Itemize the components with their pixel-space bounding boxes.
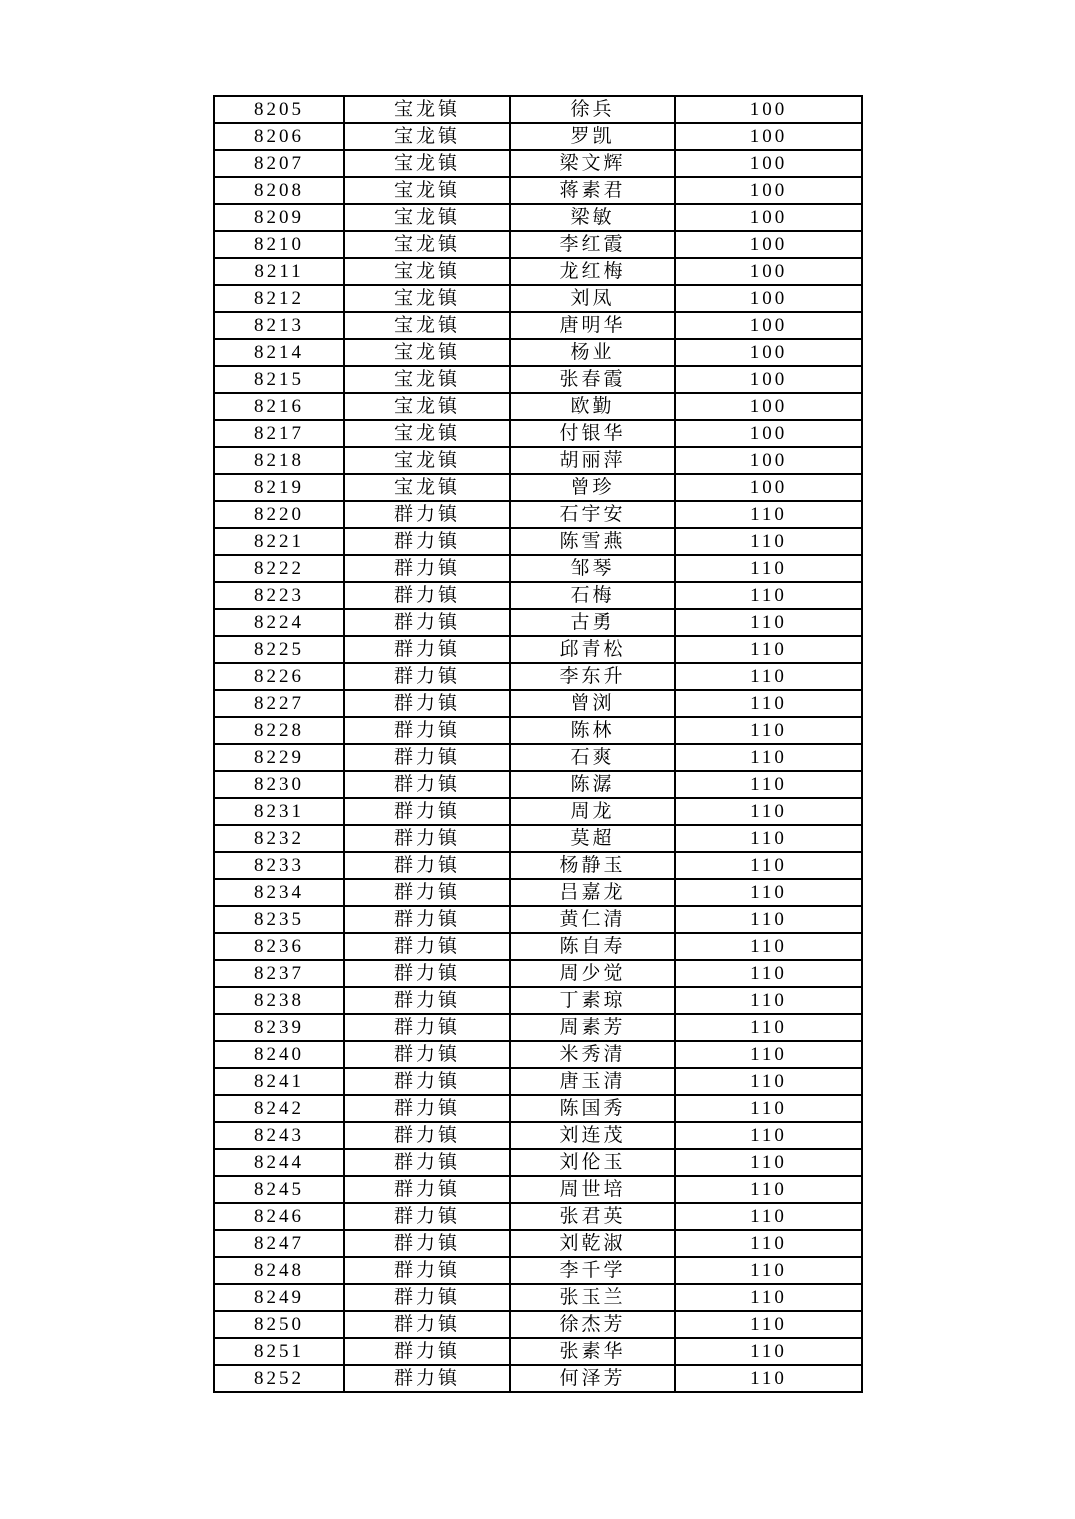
- table-row: [214, 1284, 862, 1311]
- cell-name: 唐玉清: [510, 1068, 675, 1095]
- table-row: [214, 204, 862, 231]
- cell-serial: 8226: [214, 663, 344, 690]
- cell-serial: 8241: [214, 1068, 344, 1095]
- cell-township: 群力镇: [344, 1095, 510, 1122]
- table-row: [214, 1338, 862, 1365]
- cell-name: 邹琴: [510, 555, 675, 582]
- table-row: [214, 366, 862, 393]
- cell-township: 群力镇: [344, 1176, 510, 1203]
- cell-name: 米秀清: [510, 1041, 675, 1068]
- cell-serial: 8249: [214, 1284, 344, 1311]
- table-row: [214, 717, 862, 744]
- cell-serial: 8205: [214, 96, 344, 123]
- table-row: [214, 1041, 862, 1068]
- cell-township: 群力镇: [344, 1068, 510, 1095]
- cell-serial: 8232: [214, 825, 344, 852]
- cell-township: 群力镇: [344, 825, 510, 852]
- cell-serial: 8246: [214, 1203, 344, 1230]
- cell-township: 群力镇: [344, 1122, 510, 1149]
- cell-township: 群力镇: [344, 528, 510, 555]
- cell-amount: 110: [675, 609, 862, 636]
- cell-serial: 8225: [214, 636, 344, 663]
- cell-township: 宝龙镇: [344, 177, 510, 204]
- cell-amount: 110: [675, 636, 862, 663]
- cell-serial: 8240: [214, 1041, 344, 1068]
- table-row: [214, 231, 862, 258]
- cell-amount: 100: [675, 123, 862, 150]
- cell-serial: 8211: [214, 258, 344, 285]
- cell-name: 莫超: [510, 825, 675, 852]
- cell-name: 梁敏: [510, 204, 675, 231]
- cell-township: 群力镇: [344, 879, 510, 906]
- cell-amount: 100: [675, 474, 862, 501]
- cell-name: 古勇: [510, 609, 675, 636]
- cell-township: 群力镇: [344, 501, 510, 528]
- cell-serial: 8230: [214, 771, 344, 798]
- table-row: [214, 1149, 862, 1176]
- cell-amount: 100: [675, 96, 862, 123]
- table-row: [214, 636, 862, 663]
- cell-township: 宝龙镇: [344, 258, 510, 285]
- cell-amount: 110: [675, 852, 862, 879]
- cell-name: 黄仁清: [510, 906, 675, 933]
- table-row: [214, 501, 862, 528]
- cell-amount: 100: [675, 150, 862, 177]
- table-row: [214, 528, 862, 555]
- cell-name: 周素芳: [510, 1014, 675, 1041]
- cell-serial: 8206: [214, 123, 344, 150]
- cell-township: 群力镇: [344, 555, 510, 582]
- cell-name: 陈林: [510, 717, 675, 744]
- table-row: [214, 879, 862, 906]
- cell-township: 群力镇: [344, 609, 510, 636]
- cell-township: 群力镇: [344, 1149, 510, 1176]
- cell-serial: 8243: [214, 1122, 344, 1149]
- cell-township: 宝龙镇: [344, 231, 510, 258]
- table-row: [214, 744, 862, 771]
- table-row: [214, 663, 862, 690]
- cell-township: 宝龙镇: [344, 447, 510, 474]
- cell-township: 群力镇: [344, 1041, 510, 1068]
- cell-name: 梁文辉: [510, 150, 675, 177]
- cell-amount: 110: [675, 1257, 862, 1284]
- cell-serial: 8207: [214, 150, 344, 177]
- cell-township: 宝龙镇: [344, 123, 510, 150]
- table-row: [214, 1014, 862, 1041]
- cell-township: 群力镇: [344, 1203, 510, 1230]
- cell-name: 刘连茂: [510, 1122, 675, 1149]
- cell-serial: 8247: [214, 1230, 344, 1257]
- cell-serial: 8234: [214, 879, 344, 906]
- cell-name: 刘凤: [510, 285, 675, 312]
- cell-name: 罗凯: [510, 123, 675, 150]
- cell-name: 杨静玉: [510, 852, 675, 879]
- cell-township: 群力镇: [344, 798, 510, 825]
- cell-amount: 100: [675, 204, 862, 231]
- cell-township: 宝龙镇: [344, 285, 510, 312]
- table-row: [214, 258, 862, 285]
- cell-amount: 110: [675, 906, 862, 933]
- cell-serial: 8217: [214, 420, 344, 447]
- table-row: [214, 906, 862, 933]
- cell-name: 石梅: [510, 582, 675, 609]
- cell-township: 群力镇: [344, 717, 510, 744]
- cell-amount: 110: [675, 1284, 862, 1311]
- cell-name: 徐杰芳: [510, 1311, 675, 1338]
- cell-name: 陈雪燕: [510, 528, 675, 555]
- cell-name: 刘乾淑: [510, 1230, 675, 1257]
- cell-township: 宝龙镇: [344, 474, 510, 501]
- cell-township: 群力镇: [344, 960, 510, 987]
- table-row: [214, 312, 862, 339]
- cell-township: 群力镇: [344, 1257, 510, 1284]
- cell-serial: 8238: [214, 987, 344, 1014]
- cell-amount: 110: [675, 1122, 862, 1149]
- cell-township: 群力镇: [344, 771, 510, 798]
- cell-amount: 110: [675, 1338, 862, 1365]
- cell-serial: 8215: [214, 366, 344, 393]
- cell-amount: 110: [675, 1068, 862, 1095]
- cell-amount: 100: [675, 177, 862, 204]
- cell-township: 群力镇: [344, 933, 510, 960]
- cell-amount: 110: [675, 1014, 862, 1041]
- cell-amount: 110: [675, 798, 862, 825]
- cell-township: 宝龙镇: [344, 420, 510, 447]
- table-row: [214, 150, 862, 177]
- cell-amount: 100: [675, 447, 862, 474]
- table-row: [214, 420, 862, 447]
- cell-township: 群力镇: [344, 663, 510, 690]
- roster-table: [213, 95, 863, 1393]
- cell-township: 宝龙镇: [344, 204, 510, 231]
- cell-name: 李东升: [510, 663, 675, 690]
- cell-name: 石宇安: [510, 501, 675, 528]
- cell-serial: 8228: [214, 717, 344, 744]
- cell-amount: 100: [675, 420, 862, 447]
- cell-amount: 110: [675, 879, 862, 906]
- cell-name: 胡丽萍: [510, 447, 675, 474]
- cell-name: 杨业: [510, 339, 675, 366]
- cell-name: 陈自寿: [510, 933, 675, 960]
- table-row: [214, 1095, 862, 1122]
- cell-amount: 110: [675, 933, 862, 960]
- cell-name: 张素华: [510, 1338, 675, 1365]
- table-row: [214, 960, 862, 987]
- cell-name: 龙红梅: [510, 258, 675, 285]
- cell-township: 群力镇: [344, 1338, 510, 1365]
- table-row: [214, 987, 862, 1014]
- cell-name: 欧勤: [510, 393, 675, 420]
- table-row: [214, 1365, 862, 1392]
- cell-amount: 100: [675, 258, 862, 285]
- cell-serial: 8208: [214, 177, 344, 204]
- cell-amount: 110: [675, 1203, 862, 1230]
- cell-serial: 8252: [214, 1365, 344, 1392]
- cell-township: 群力镇: [344, 1311, 510, 1338]
- cell-amount: 110: [675, 771, 862, 798]
- table-row: [214, 933, 862, 960]
- table-row: [214, 339, 862, 366]
- cell-township: 宝龙镇: [344, 312, 510, 339]
- cell-serial: 8220: [214, 501, 344, 528]
- cell-township: 宝龙镇: [344, 393, 510, 420]
- cell-amount: 110: [675, 555, 862, 582]
- cell-township: 群力镇: [344, 636, 510, 663]
- cell-name: 曾珍: [510, 474, 675, 501]
- cell-amount: 110: [675, 663, 862, 690]
- cell-name: 陈潺: [510, 771, 675, 798]
- cell-township: 宝龙镇: [344, 366, 510, 393]
- cell-amount: 100: [675, 393, 862, 420]
- table-row: [214, 447, 862, 474]
- table-row: [214, 1122, 862, 1149]
- cell-serial: 8210: [214, 231, 344, 258]
- cell-name: 周少觉: [510, 960, 675, 987]
- cell-township: 群力镇: [344, 1230, 510, 1257]
- cell-serial: 8235: [214, 906, 344, 933]
- cell-serial: 8213: [214, 312, 344, 339]
- cell-serial: 8251: [214, 1338, 344, 1365]
- cell-name: 何泽芳: [510, 1365, 675, 1392]
- table-row: [214, 690, 862, 717]
- cell-amount: 110: [675, 1149, 862, 1176]
- cell-name: 丁素琼: [510, 987, 675, 1014]
- cell-name: 张春霞: [510, 366, 675, 393]
- cell-serial: 8227: [214, 690, 344, 717]
- table-row: [214, 1068, 862, 1095]
- cell-serial: 8250: [214, 1311, 344, 1338]
- table-row: [214, 1257, 862, 1284]
- table-row: [214, 474, 862, 501]
- cell-name: 周龙: [510, 798, 675, 825]
- cell-amount: 110: [675, 582, 862, 609]
- cell-serial: 8239: [214, 1014, 344, 1041]
- cell-amount: 110: [675, 960, 862, 987]
- cell-name: 徐兵: [510, 96, 675, 123]
- table-row: [214, 393, 862, 420]
- cell-name: 蒋素君: [510, 177, 675, 204]
- cell-township: 群力镇: [344, 582, 510, 609]
- cell-township: 宝龙镇: [344, 150, 510, 177]
- cell-serial: 8214: [214, 339, 344, 366]
- cell-amount: 100: [675, 312, 862, 339]
- cell-township: 群力镇: [344, 987, 510, 1014]
- cell-serial: 8216: [214, 393, 344, 420]
- cell-township: 群力镇: [344, 852, 510, 879]
- table-row: [214, 123, 862, 150]
- table-row: [214, 96, 862, 123]
- table-row: [214, 285, 862, 312]
- cell-amount: 110: [675, 987, 862, 1014]
- cell-serial: 8209: [214, 204, 344, 231]
- table-row: [214, 771, 862, 798]
- cell-serial: 8219: [214, 474, 344, 501]
- cell-name: 李红霞: [510, 231, 675, 258]
- cell-serial: 8233: [214, 852, 344, 879]
- cell-name: 曾浏: [510, 690, 675, 717]
- cell-amount: 110: [675, 717, 862, 744]
- cell-amount: 110: [675, 1095, 862, 1122]
- cell-township: 群力镇: [344, 1365, 510, 1392]
- cell-serial: 8236: [214, 933, 344, 960]
- cell-township: 宝龙镇: [344, 339, 510, 366]
- cell-amount: 100: [675, 339, 862, 366]
- cell-serial: 8221: [214, 528, 344, 555]
- table-row: [214, 798, 862, 825]
- table-row: [214, 852, 862, 879]
- table-row: [214, 1230, 862, 1257]
- cell-name: 石爽: [510, 744, 675, 771]
- cell-amount: 110: [675, 1176, 862, 1203]
- cell-township: 群力镇: [344, 1284, 510, 1311]
- cell-name: 张君英: [510, 1203, 675, 1230]
- cell-name: 唐明华: [510, 312, 675, 339]
- cell-name: 周世培: [510, 1176, 675, 1203]
- cell-amount: 110: [675, 1230, 862, 1257]
- cell-amount: 110: [675, 528, 862, 555]
- cell-name: 刘伦玉: [510, 1149, 675, 1176]
- cell-serial: 8245: [214, 1176, 344, 1203]
- cell-name: 付银华: [510, 420, 675, 447]
- cell-amount: 110: [675, 1365, 862, 1392]
- table-row: [214, 555, 862, 582]
- cell-township: 宝龙镇: [344, 96, 510, 123]
- cell-serial: 8244: [214, 1149, 344, 1176]
- cell-amount: 100: [675, 366, 862, 393]
- cell-amount: 100: [675, 231, 862, 258]
- table-row: [214, 177, 862, 204]
- cell-name: 李千学: [510, 1257, 675, 1284]
- table-row: [214, 582, 862, 609]
- cell-serial: 8242: [214, 1095, 344, 1122]
- cell-serial: 8212: [214, 285, 344, 312]
- table-row: [214, 1311, 862, 1338]
- cell-amount: 110: [675, 1041, 862, 1068]
- cell-township: 群力镇: [344, 906, 510, 933]
- cell-amount: 110: [675, 1311, 862, 1338]
- cell-township: 群力镇: [344, 1014, 510, 1041]
- cell-serial: 8229: [214, 744, 344, 771]
- cell-name: 张玉兰: [510, 1284, 675, 1311]
- cell-amount: 110: [675, 690, 862, 717]
- cell-name: 邱青松: [510, 636, 675, 663]
- cell-amount: 100: [675, 285, 862, 312]
- table-row: [214, 825, 862, 852]
- cell-serial: 8237: [214, 960, 344, 987]
- cell-serial: 8248: [214, 1257, 344, 1284]
- cell-serial: 8223: [214, 582, 344, 609]
- table-row: [214, 1176, 862, 1203]
- cell-township: 群力镇: [344, 690, 510, 717]
- cell-amount: 110: [675, 825, 862, 852]
- cell-serial: 8218: [214, 447, 344, 474]
- table-row: [214, 1203, 862, 1230]
- table-row: [214, 609, 862, 636]
- cell-serial: 8231: [214, 798, 344, 825]
- cell-amount: 110: [675, 744, 862, 771]
- cell-amount: 110: [675, 501, 862, 528]
- cell-name: 吕嘉龙: [510, 879, 675, 906]
- cell-serial: 8224: [214, 609, 344, 636]
- cell-township: 群力镇: [344, 744, 510, 771]
- cell-serial: 8222: [214, 555, 344, 582]
- cell-name: 陈国秀: [510, 1095, 675, 1122]
- roster-table-body: [214, 96, 862, 1392]
